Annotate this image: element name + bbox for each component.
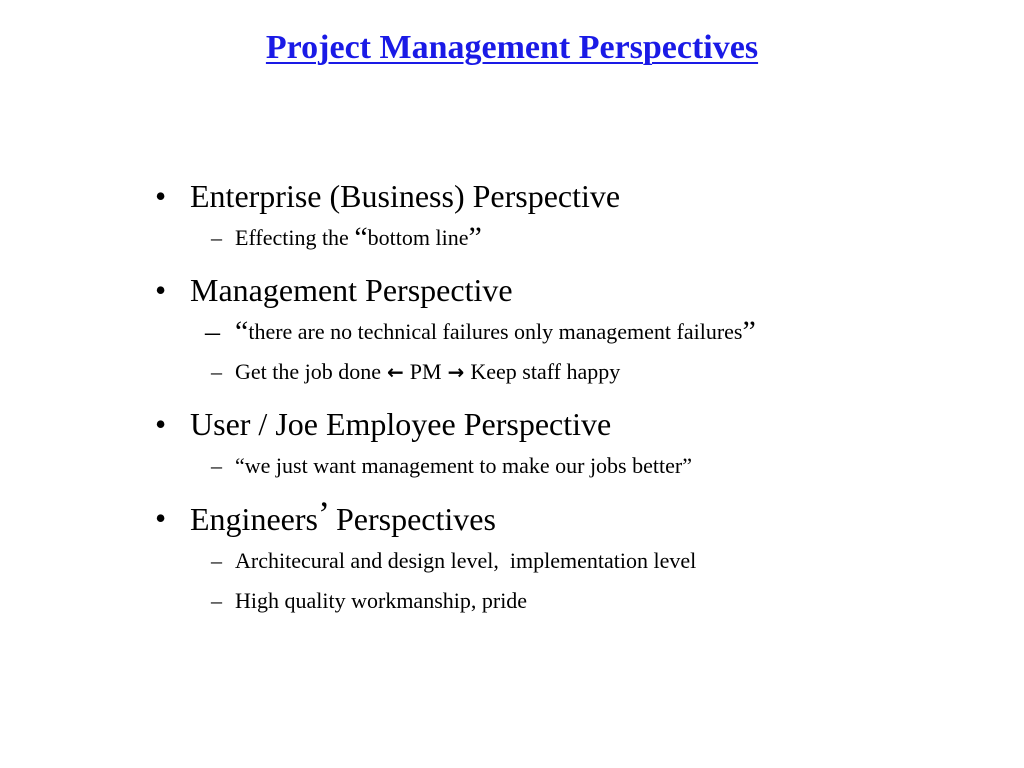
- bullet-text: User / Joe Employee Perspective: [190, 406, 612, 442]
- sub-item-get-job-done: [155, 352, 995, 392]
- dash-icon: –: [211, 548, 222, 573]
- sub-text-part1: Get the job done: [235, 359, 382, 384]
- sub-item-quality: [155, 581, 995, 621]
- close-quote: ”: [742, 315, 756, 348]
- bullet-item-management: [155, 268, 995, 312]
- bullet-item-enterprise: [155, 174, 995, 218]
- sub-item-user-quote: [155, 446, 995, 486]
- sub-quoted-text: bottom line: [367, 225, 469, 250]
- dash-icon: –: [205, 315, 220, 348]
- bullet-icon: •: [155, 178, 167, 214]
- sub-text-part3: Keep staff happy: [470, 359, 621, 384]
- bullet-text-after: Perspectives: [335, 501, 496, 537]
- open-quote: “: [354, 221, 368, 254]
- bullet-text: Enterprise (Business) Perspective: [190, 178, 621, 214]
- arrow-right-icon: →: [447, 360, 465, 384]
- dash-icon: –: [211, 359, 222, 384]
- sub-text-part2: PM: [409, 359, 442, 384]
- bullet-icon: •: [155, 406, 167, 442]
- sub-text: Architecural and design level, implementation level: [235, 548, 697, 573]
- sub-quoted-text: there are no technical failures only management failures: [248, 319, 743, 344]
- dash-icon: –: [211, 588, 222, 613]
- dash-icon: –: [211, 453, 222, 478]
- bullet-item-engineers: [155, 496, 995, 541]
- sub-item-architectural: [155, 541, 995, 581]
- bullet-text-before: Engineers: [190, 501, 318, 537]
- bullet-icon: •: [155, 500, 167, 536]
- close-quote: ”: [468, 221, 482, 254]
- sub-item-bottom-line: [155, 218, 995, 258]
- bullet-list: [155, 174, 995, 621]
- sub-text: “we just want management to make our jobs better”: [235, 453, 692, 478]
- arrow-left-icon: ←: [387, 360, 404, 384]
- sub-text: Effecting the: [235, 225, 355, 250]
- slide-title: Project Management Perspectives: [265, 29, 759, 66]
- bullet-icon: •: [155, 272, 167, 308]
- sub-text: High quality workmanship, pride: [235, 588, 528, 613]
- bullet-item-user: [155, 402, 995, 446]
- apostrophe: ’: [317, 494, 330, 534]
- sub-item-management-failures: [155, 312, 995, 352]
- open-quote: “: [235, 315, 249, 348]
- bullet-text: Management Perspective: [190, 272, 513, 308]
- dash-icon: –: [211, 225, 222, 250]
